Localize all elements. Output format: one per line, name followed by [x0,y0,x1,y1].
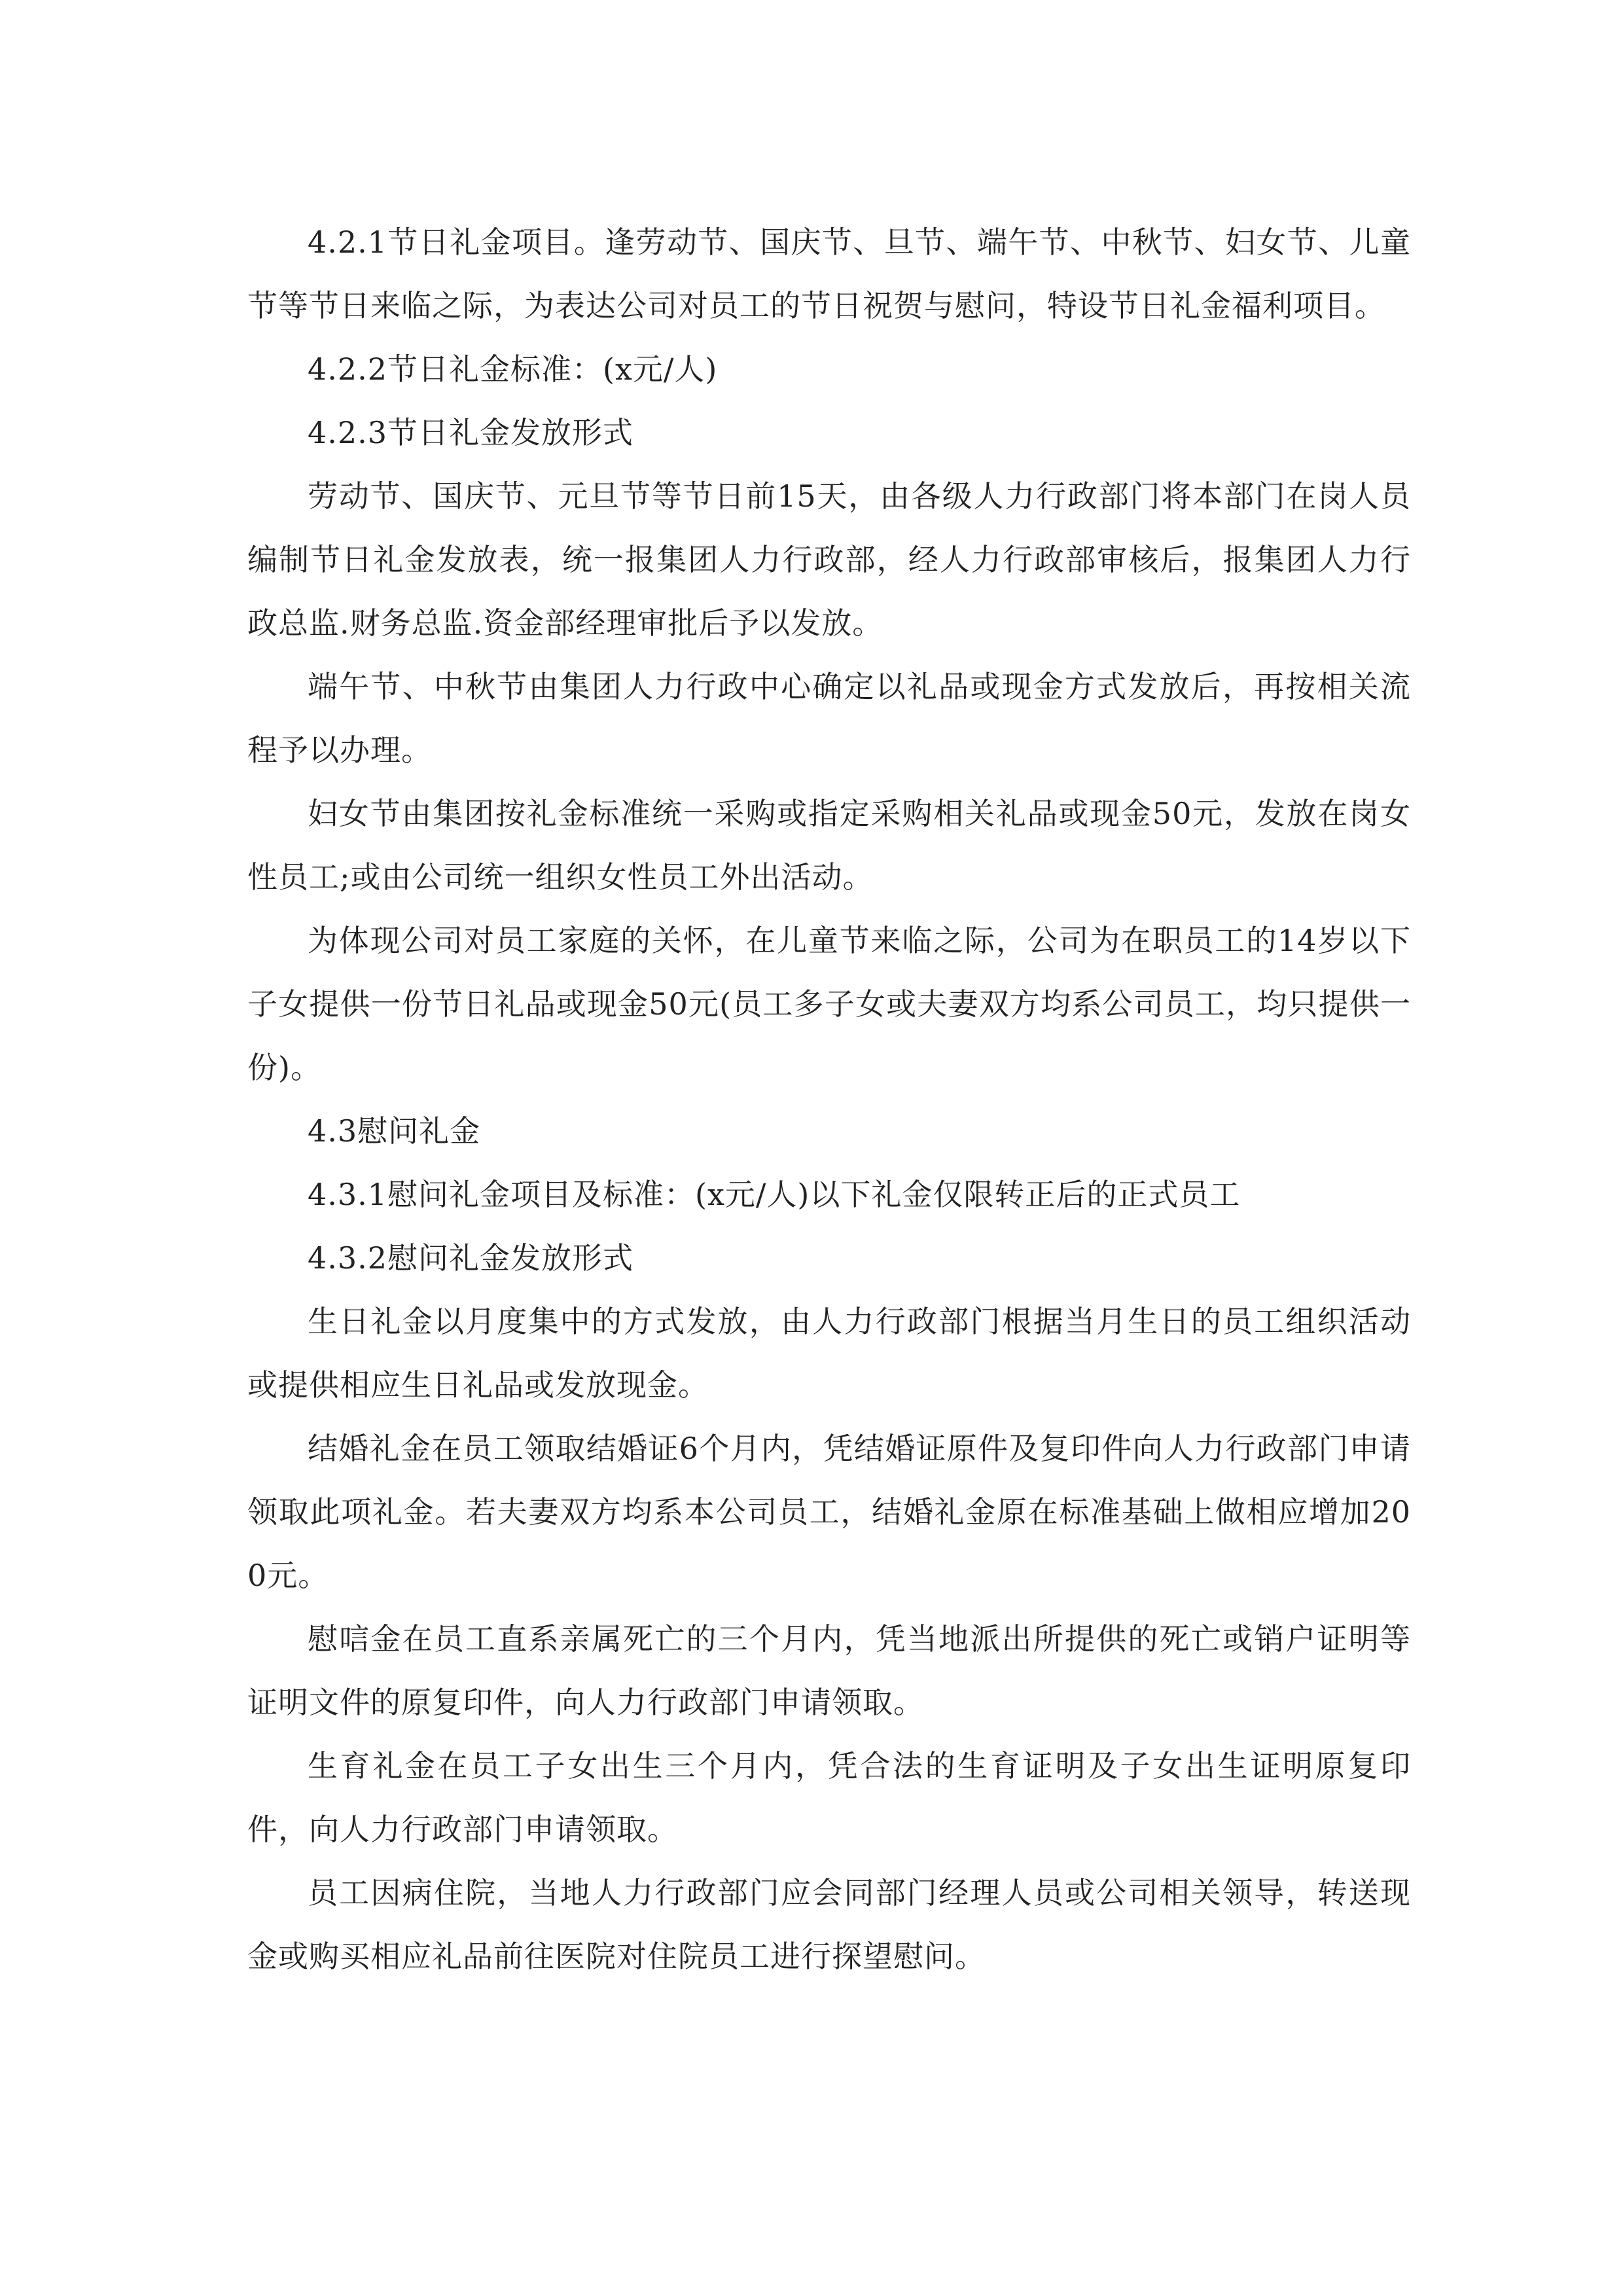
paragraph-birthday-gift: 生日礼金以月度集中的方式发放，由人力行政部门根据当月生日的员工组织活动或提供相应生日礼品或发放现金。 [247,1304,1411,1403]
paragraph-4-3-2: 4.3.2慰问礼金发放形式 [308,1240,634,1276]
paragraph-childbirth-gift: 生育礼金在员工子女出生三个月内，凭合法的生育证明及子女出生证明原复印件，向人力行政部门申请领取。 [247,1748,1411,1847]
paragraph-dragonboat-midautumn: 端午节、中秋节由集团人力行政中心确定以礼品或现金方式发放后，再按相关流程予以办理。 [247,669,1411,768]
paragraph-condolence-gift: 慰唁金在员工直系亲属死亡的三个月内，凭当地派出所提供的死亡或销户证明等证明文件的原复印件，向人力行政部门申请领取。 [247,1621,1411,1720]
paragraph-4-3-1: 4.3.1慰问礼金项目及标准：(x元/人)以下礼金仅限转正后的正式员工 [308,1177,1241,1212]
paragraph-4-2-3: 4.2.3节日礼金发放形式 [308,415,634,450]
paragraph-womens-day: 妇女节由集团按礼金标准统一采购或指定采购相关礼品或现金50元，发放在岗女性员工;或由公司统一组织女性员工外出活动。 [247,796,1411,895]
document-body [247,211,1411,1988]
paragraph-wedding-gift: 结婚礼金在员工领取结婚证6个月内，凭结婚证原件及复印件向人力行政部门申请领取此项礼金。若夫妻双方均系本公司员工，结婚礼金原在标准基础上做相应增加200元。 [247,1431,1411,1593]
paragraph-4-2-2: 4.2.2节日礼金标准：(x元/人) [308,351,718,387]
paragraph-hospital-visit: 员工因病住院，当地人力行政部门应会同部门经理人员或公司相关领导，转送现金或购买相应礼品前往医院对住院员工进行探望慰问。 [247,1875,1411,1974]
paragraph-labor-national-newyear: 劳动节、国庆节、元旦节等节日前15天，由各级人力行政部门将本部门在岗人员编制节日礼金发放表，统一报集团人力行政部，经人力行政部审核后，报集团人力行政总监.财务总监.资金部经理审批后予以发放。 [247,478,1411,641]
paragraph-4-2-1: 4.2.1节日礼金项目。逢劳动节、国庆节、旦节、端午节、中秋节、妇女节、儿童节等节日来临之际，为表达公司对员工的节日祝贺与慰问，特设节日礼金福利项目。 [247,224,1411,323]
paragraph-4-3: 4.3慰问礼金 [308,1113,481,1149]
paragraph-childrens-day: 为体现公司对员工家庭的关怀，在儿童节来临之际，公司为在职员工的14岁以下子女提供一份节日礼品或现金50元(员工多子女或夫妻双方均系公司员工，均只提供一份)。 [247,923,1411,1085]
